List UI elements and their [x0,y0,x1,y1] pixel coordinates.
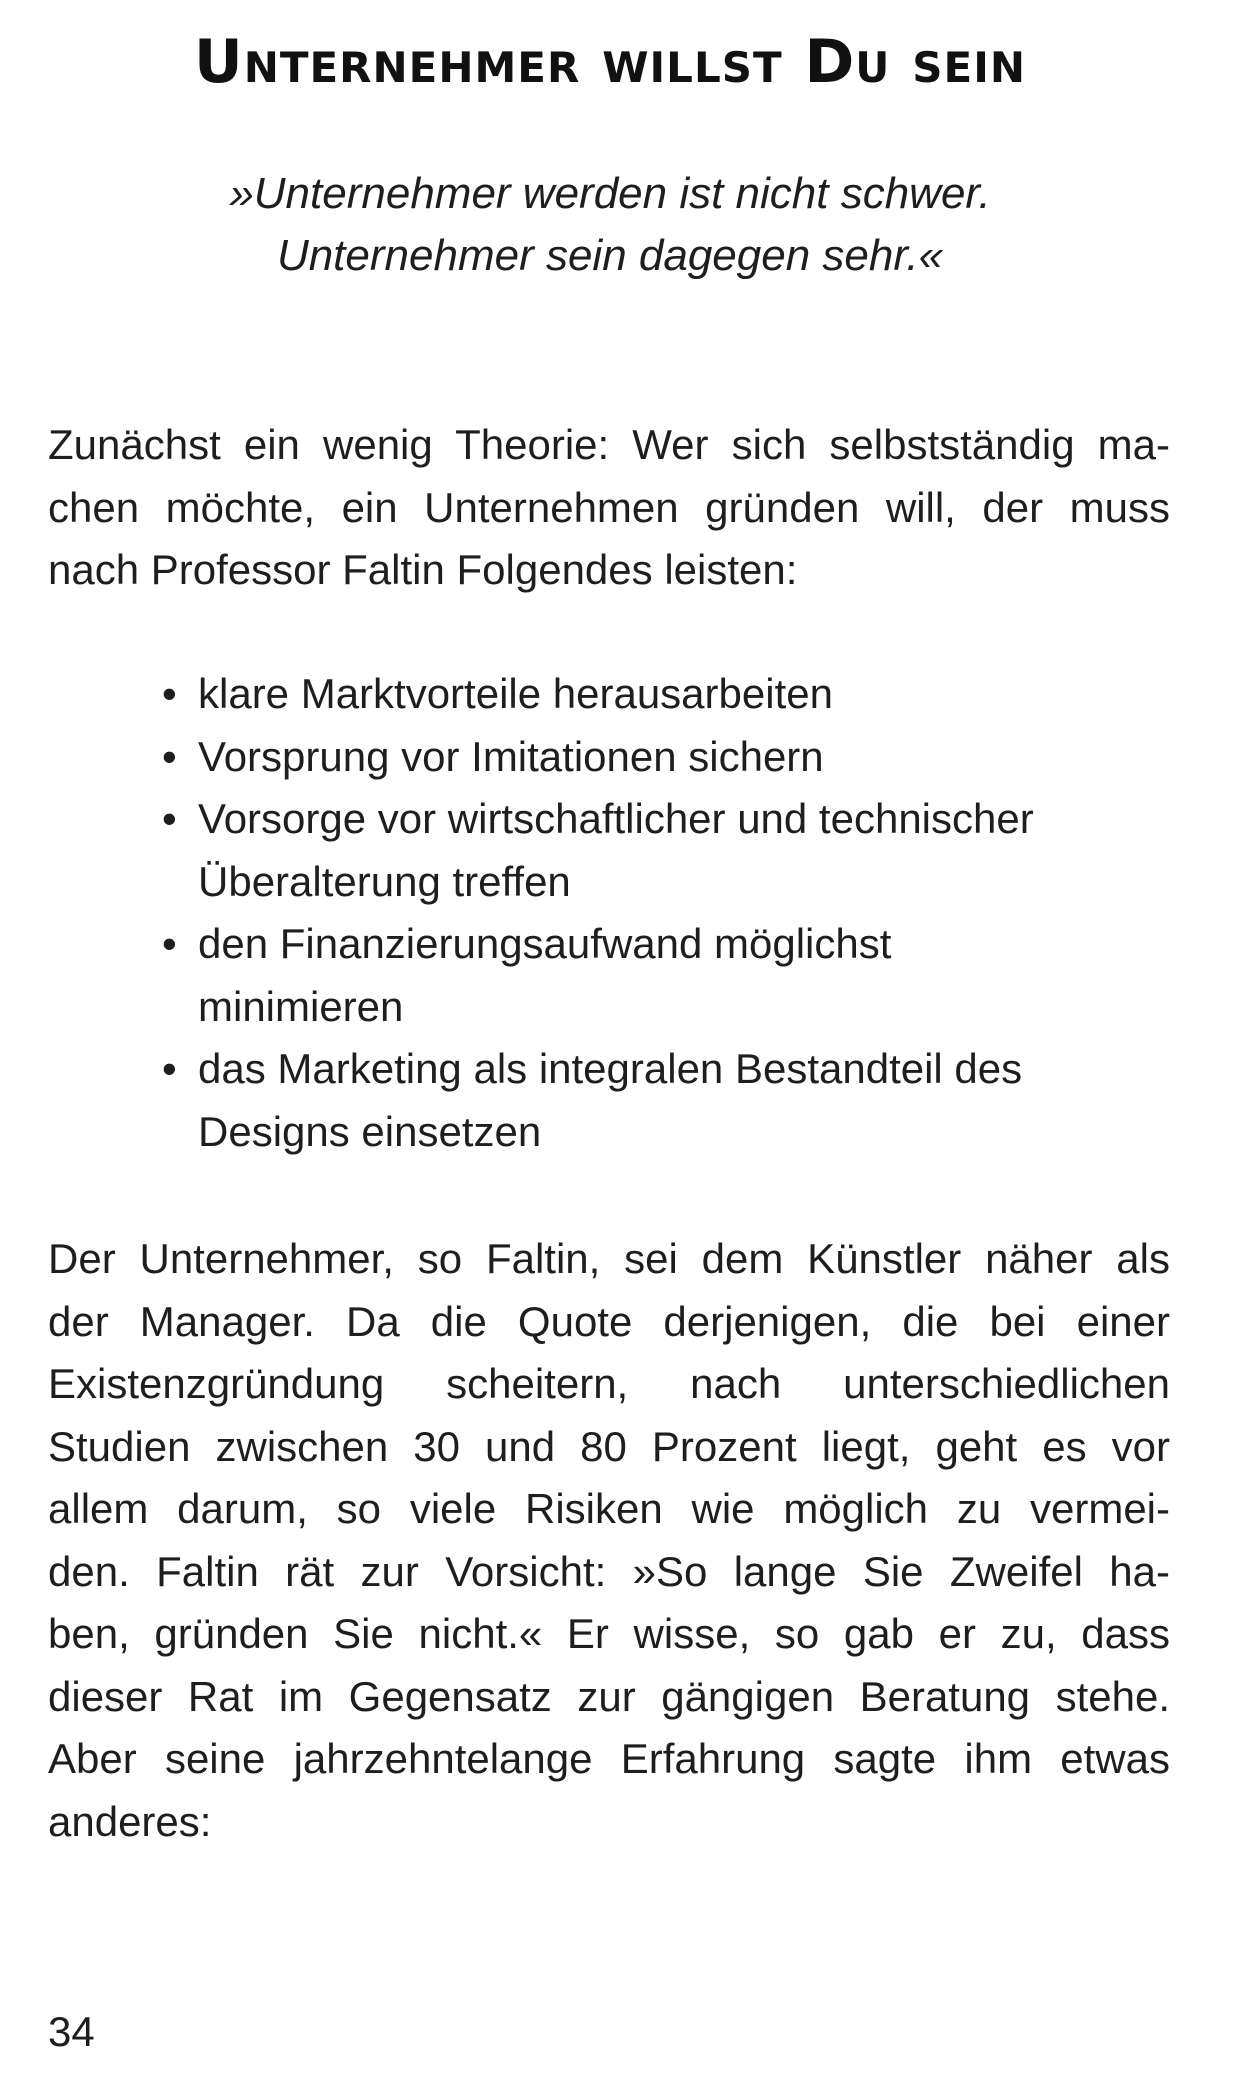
bullet-icon: • [162,732,177,780]
list-item [162,913,1162,1038]
list-item-text: den Finanzierungsaufwand möglichst [198,920,892,967]
epigraph-line: »Unternehmer werden ist nicht schwer. [229,169,991,218]
paragraph-line: anderes: [48,1797,212,1845]
bullet-icon: • [162,920,177,967]
paragraph-line: Zunächst ein wenig Theorie: Wer sich selbstständig ma- [48,421,1170,468]
list-item-text: das Marketing als integralen Bestandteil des [198,1045,1023,1092]
list-item-text: klare Marktvorteile herausarbeiten [198,670,833,717]
list-item-text: Vorsprung vor Imitationen sichern [198,732,824,780]
paragraph-line: Studien zwischen 30 und 80 Prozent liegt, geht es vor [48,1422,1170,1470]
list-item-text: Designs einsetzen [198,1107,542,1155]
paragraph-body [48,1228,1170,1853]
list-item-text: minimieren [198,982,404,1030]
list-item [162,788,1162,913]
bullet-icon: • [162,795,177,842]
list-item-text: Überalterung treffen [198,857,571,905]
paragraph-line: den. Faltin rät zur Vorsicht: »So lange Sie Zweifel ha- [48,1547,1170,1595]
paragraph-line: dieser Rat im Gegensatz zur gängigen Beratung stehe. [48,1672,1170,1720]
paragraph-line: der Manager. Da die Quote derjenigen, die bei einer [48,1297,1170,1345]
paragraph-line: nach Professor Faltin Folgendes leisten: [48,546,798,593]
paragraph-line: Der Unternehmer, so Faltin, sei dem Künstler näher als [48,1235,1170,1282]
paragraph-line: chen möchte, ein Unternehmen gründen will, der muss [48,483,1170,531]
list-item [162,1038,1162,1163]
epigraph-line: Unternehmer sein dagegen sehr.« [276,231,944,280]
paragraph-line: ben, gründen Sie nicht.« Er wisse, so gab er zu, dass [48,1610,1170,1657]
page-number: 34 [48,2008,95,2055]
bullet-icon: • [162,670,177,717]
list-item-text: Vorsorge vor wirtschaftlicher und technischer [198,795,1034,842]
paragraph-line: Aber seine jahrzehntelange Erfahrung sagte ihm etwas [48,1735,1170,1782]
bullet-icon: • [162,1045,177,1092]
list-item [162,726,1162,789]
paragraph-intro [48,414,1170,602]
chapter-title: Unternehmer willst Du sein [193,27,1027,97]
list-item [162,663,1162,726]
paragraph-line: Existenzgründung scheitern, nach unterschiedlichen [48,1360,1170,1407]
requirements-list [162,663,1162,1163]
epigraph-quote [0,163,1220,287]
paragraph-line: allem darum, so viele Risiken wie möglich zu vermei- [48,1485,1170,1532]
